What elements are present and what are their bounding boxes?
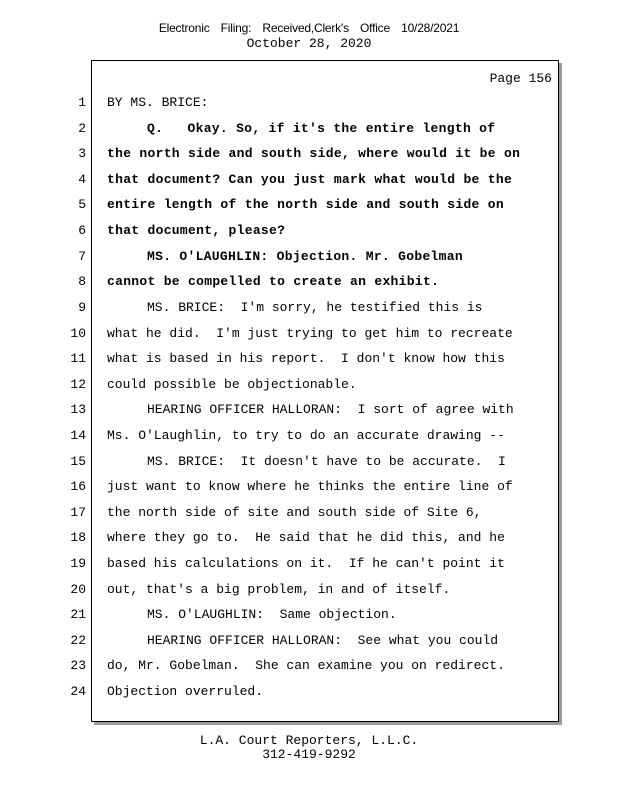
line-number: 21 xyxy=(70,607,86,622)
line-number: 3 xyxy=(78,146,86,161)
transcript-line: do, Mr. Gobelman. She can examine you on redirect. xyxy=(107,658,505,673)
transcript-line: HEARING OFFICER HALLORAN: See what you could xyxy=(147,633,499,648)
electronic-filing-stamp xyxy=(0,21,618,35)
line-number: 11 xyxy=(70,351,86,366)
line-number: 4 xyxy=(78,172,86,187)
transcript-line: Ms. O'Laughlin, to try to do an accurate drawing -- xyxy=(107,428,505,443)
page-number: Page 156 xyxy=(489,71,552,86)
line-number: 22 xyxy=(70,633,86,648)
line-number: 12 xyxy=(70,377,86,392)
transcript-line: the north side and south side, where would it be on xyxy=(107,146,521,161)
transcript-line: what he did. I'm just trying to get him to recreate xyxy=(107,326,513,341)
transcript-line: based his calculations on it. If he can't point it xyxy=(107,556,505,571)
transcript-line: out, that's a big problem, in and of itself. xyxy=(107,582,451,597)
transcript-line: that document, please? xyxy=(107,223,286,238)
transcript-line: Objection overruled. xyxy=(107,684,264,699)
line-number: 2 xyxy=(78,121,86,136)
transcript-line: where they go to. He said that he did this, and he xyxy=(107,530,505,545)
line-number: 14 xyxy=(70,428,86,443)
filing-part: Filing: xyxy=(220,21,252,35)
line-number: 8 xyxy=(78,274,86,289)
line-number: 10 xyxy=(70,326,86,341)
transcript-line: BY MS. BRICE: xyxy=(107,95,209,110)
line-number: 5 xyxy=(78,197,86,212)
line-number: 20 xyxy=(70,582,86,597)
line-number: 9 xyxy=(78,300,86,315)
line-number: 6 xyxy=(78,223,86,238)
line-number: 13 xyxy=(70,402,86,417)
transcript-line: MS. BRICE: I'm sorry, he testified this is xyxy=(147,300,483,315)
filing-part: Office xyxy=(360,21,390,35)
line-number: 15 xyxy=(70,454,86,469)
filing-part: Received,Clerk's xyxy=(262,21,349,35)
transcript-line: the north side of site and south side of Site 6, xyxy=(107,505,482,520)
reporter-company: L.A. Court Reporters, L.L.C. xyxy=(199,733,419,748)
line-number: 24 xyxy=(70,684,86,699)
transcript-line: MS. O'LAUGHLIN: Objection. Mr. Gobelman xyxy=(147,249,463,264)
transcript-line: could possible be objectionable. xyxy=(107,377,357,392)
transcript-line: entire length of the north side and south side on xyxy=(107,197,504,212)
filing-part: 10/28/2021 xyxy=(401,21,460,35)
transcript-line: MS. O'LAUGHLIN: Same objection. xyxy=(147,607,397,622)
transcript-line: just want to know where he thinks the entire line of xyxy=(107,479,513,494)
line-number: 1 xyxy=(78,95,86,110)
line-number: 19 xyxy=(70,556,86,571)
transcript-line: Q. Okay. So, if it's the entire length of xyxy=(147,121,496,136)
reporter-phone: 312-419-9292 xyxy=(262,747,356,762)
filing-part: Electronic xyxy=(158,21,210,35)
transcript-line: what is based in his report. I don't know how this xyxy=(107,351,505,366)
line-number: 23 xyxy=(70,658,86,673)
transcript-line: MS. BRICE: It doesn't have to be accurate. I xyxy=(147,454,506,469)
line-number: 18 xyxy=(70,530,86,545)
transcript-date: October 28, 2020 xyxy=(246,36,372,51)
transcript-line: cannot be compelled to create an exhibit. xyxy=(107,274,440,289)
transcript-line: HEARING OFFICER HALLORAN: I sort of agree with xyxy=(147,402,514,417)
line-number: 7 xyxy=(78,249,86,264)
transcript-line: that document? Can you just mark what would be the xyxy=(107,172,513,187)
line-number: 16 xyxy=(70,479,86,494)
line-number: 17 xyxy=(70,505,86,520)
